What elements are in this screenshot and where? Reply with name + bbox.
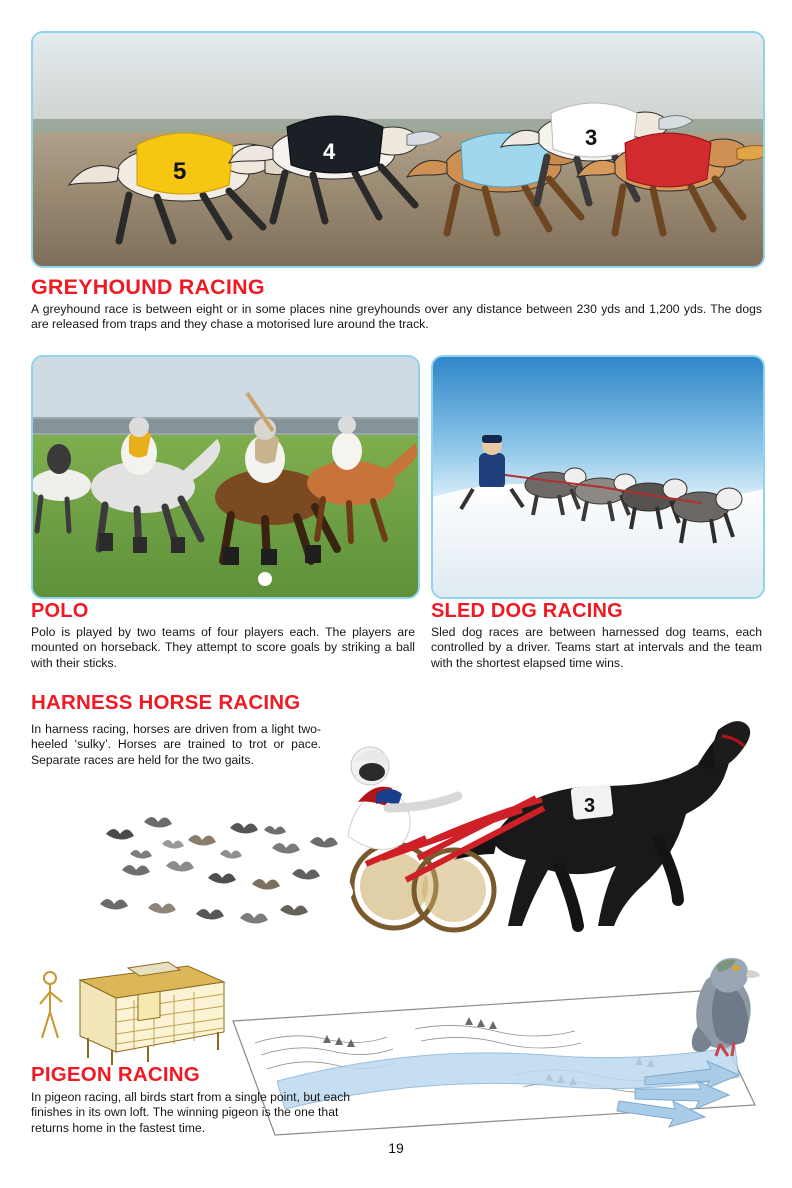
svg-text:5: 5 xyxy=(173,158,187,185)
section-title-harness: HARNESS HORSE RACING xyxy=(31,691,301,714)
pigeon-loft-svg xyxy=(28,940,228,1065)
svg-text:3: 3 xyxy=(584,795,596,817)
section-title-pigeon: PIGEON RACING xyxy=(31,1063,200,1086)
harness-horse-illustration xyxy=(322,690,762,940)
pigeon-loft-illustration xyxy=(28,940,228,1065)
section-title-greyhound: GREYHOUND RACING xyxy=(31,275,265,299)
pigeon-flock-illustration xyxy=(96,812,346,932)
section-text-polo: Polo is played by two teams of four players each. The players are mounted on horseback. They attempt to score goals by striking a ball with their sticks. xyxy=(31,625,415,670)
section-text-greyhound: A greyhound race is between eight or in some places nine greyhounds over any distance between 230 yds and 1,200 yds. The dogs are released from traps and they chase a motorised lure around the track. xyxy=(31,302,762,332)
greyhound-racing-photo xyxy=(31,31,765,268)
sled-dog-racing-illustration xyxy=(433,357,763,597)
section-title-sled-dog: SLED DOG RACING xyxy=(431,600,623,622)
svg-text:4: 4 xyxy=(323,139,336,164)
polo-match-illustration xyxy=(33,357,418,597)
svg-text:3: 3 xyxy=(585,125,598,150)
section-text-sled-dog: Sled dog races are between harnessed dog teams, each controlled by a driver. Teams start at intervals and the team with the shortest elapsed time wins. xyxy=(431,625,762,670)
page-number: 19 xyxy=(388,1140,404,1156)
harness-horse-racing-photo xyxy=(322,690,762,940)
greyhound-racing-illustration xyxy=(33,33,763,266)
section-title-polo: POLO xyxy=(31,600,89,622)
racing-pigeon-photo xyxy=(676,940,766,1058)
sled-dog-racing-photo xyxy=(431,355,765,599)
polo-match-photo xyxy=(31,355,420,599)
racing-pigeon-svg xyxy=(676,940,766,1058)
pigeon-flock-svg xyxy=(96,812,346,932)
section-text-pigeon: In pigeon racing, all birds start from a single point, but each finishes in its own loft. The winning pigeon is the one that returns home in the fastest time. xyxy=(31,1090,351,1135)
section-text-harness: In harness racing, horses are driven from a light two-heeled ‘sulky’. Horses are trained to trot or pace. Separate races are held for the two gaits. xyxy=(31,722,321,767)
